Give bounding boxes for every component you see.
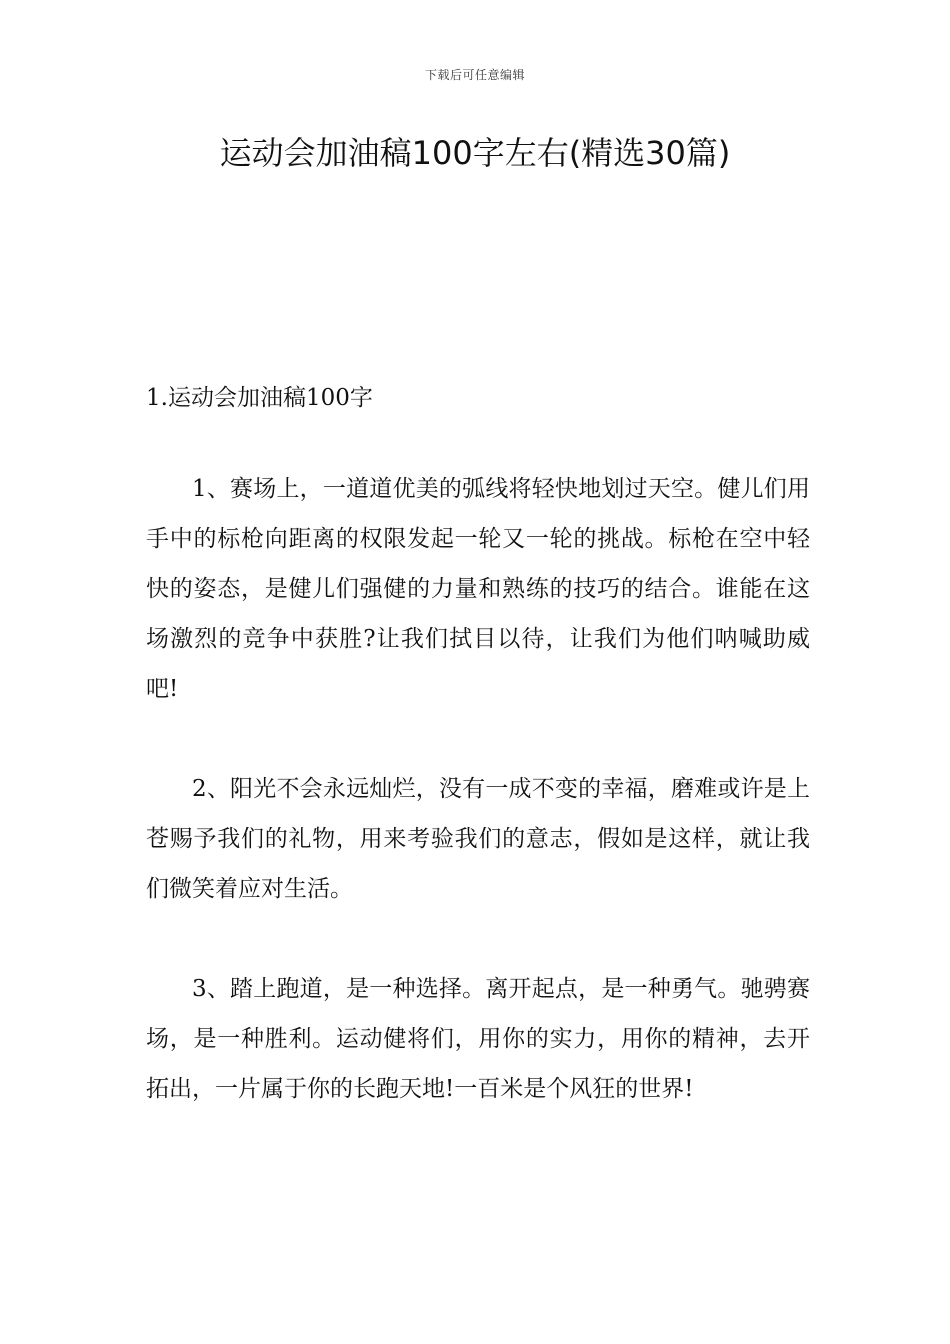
paragraph-3: 3、踏上跑道，是一种选择。离开起点，是一种勇气。驰骋赛场，是一种胜利。运动健将们，用你的实力，用你的精神，去开拓出，一片属于你的长跑天地!一百米是个风狂的世界! — [146, 976, 810, 1102]
paragraph-2: 2、阳光不会永远灿烂，没有一成不变的幸福，磨难或许是上苍赐予我们的礼物，用来考验我们的意志，假如是这样，就让我们微笑着应对生活。 — [146, 776, 810, 902]
section-heading: 1.运动会加油稿100字 — [146, 385, 373, 411]
paragraph-1: 1、赛场上，一道道优美的弧线将轻快地划过天空。健儿们用手中的标枪向距离的权限发起一轮又一轮的挑战。标枪在空中轻快的姿态，是健儿们强健的力量和熟练的技巧的结合。谁能在这场激烈的竞争中获胜?让我们拭目以待，让我们为他们呐喊助威吧! — [146, 476, 810, 702]
document-title: 运动会加油稿100字左右(精选30篇) — [219, 134, 731, 172]
document-body — [146, 378, 810, 1164]
header-note: 下载后可任意编辑 — [424, 68, 525, 82]
